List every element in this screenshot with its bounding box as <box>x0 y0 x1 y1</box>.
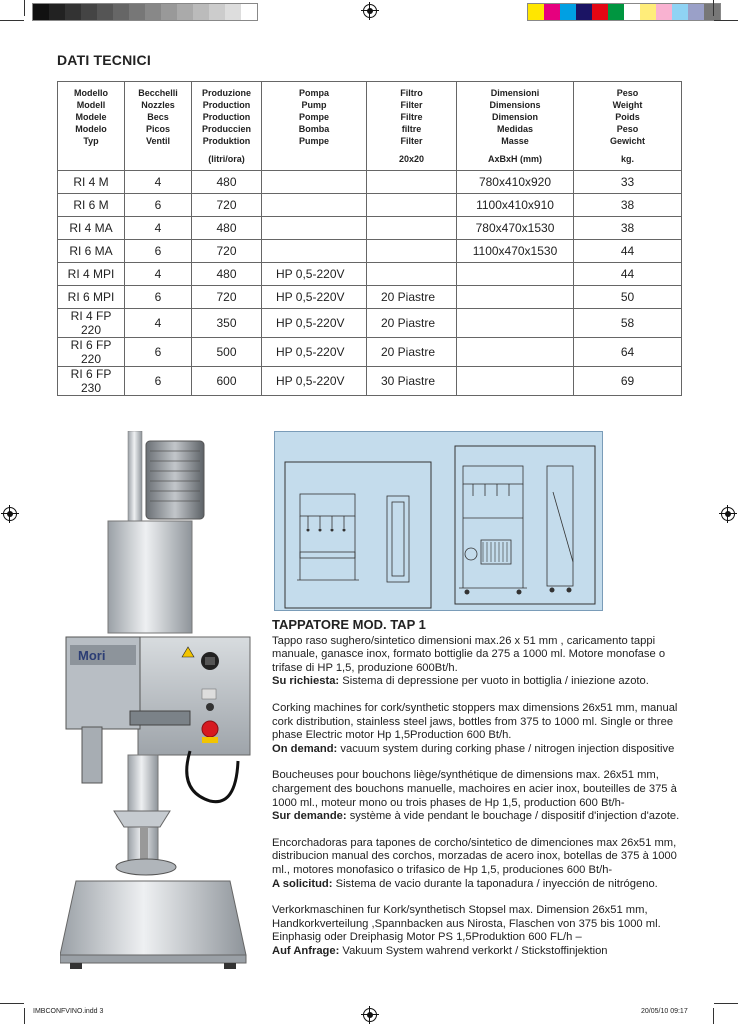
table-cell: 720 <box>192 240 262 263</box>
gray-swatch <box>129 4 145 20</box>
table-cell: 4 <box>125 309 192 338</box>
column-header <box>574 82 682 171</box>
color-swatch <box>688 4 704 20</box>
crop-mark <box>713 1008 714 1024</box>
crop-mark <box>714 1003 738 1004</box>
column-header-line: Becchelli <box>138 88 178 98</box>
column-header-line: Pumpe <box>298 136 329 146</box>
table-cell: 480 <box>192 171 262 194</box>
gray-swatch <box>49 4 65 20</box>
table-cell: 4 <box>125 217 192 240</box>
crop-mark <box>0 20 24 21</box>
color-swatch <box>640 4 656 20</box>
gray-swatch <box>241 4 257 20</box>
table-cell <box>367 194 457 217</box>
table-cell <box>367 263 457 286</box>
table-cell: 600 <box>192 367 262 396</box>
corking-machine-photo <box>60 431 265 971</box>
table-header-row <box>58 82 682 171</box>
on-demand-text: Sistema de vacio durante la taponadura / inyección de nitrógeno. <box>332 877 658 890</box>
registration-mark-icon <box>363 4 377 18</box>
column-header-line: Picos <box>145 124 170 134</box>
column-header-line: Filtre <box>400 112 423 122</box>
registration-mark-icon <box>721 507 735 521</box>
on-demand-label: Auf Anfrage: <box>272 944 340 957</box>
paragraph-body: Boucheuses pour bouchons liège/synthétique de dimensions max. 26x51 mm, chargement des bouchons manuelle, machoires en acier inox, bouteilles de 375 à 1000 ml., moteur mono ou trois phases de Hp 1,5, production 600 Bt/h- <box>272 769 677 809</box>
column-header-line: Poids <box>615 112 640 122</box>
table-cell <box>262 240 367 263</box>
paragraph-body: Corking machines for cork/synthetic stoppers max dimensions 26x51 mm, manual cork distribution, stainless steel jaws, bottles from 375 to 1000 ml. Single or three phase Electric motor Hp 1,5Production 600 Bt/h. <box>272 701 678 742</box>
description-paragraph <box>272 769 692 823</box>
table-cell <box>457 309 574 338</box>
table-cell: RI 4 M <box>58 171 125 194</box>
on-demand-text: Vakuum System wahrend verkorkt / Stickstoffinjektion <box>339 944 608 957</box>
registration-mark-icon <box>363 1008 377 1022</box>
table-cell: 69 <box>574 367 682 396</box>
column-header-line: Produzione <box>202 88 251 98</box>
column-header-line: Filter <box>400 100 423 110</box>
table-row <box>58 240 682 263</box>
column-unit: (litri/ora) <box>208 154 245 164</box>
table-row <box>58 171 682 194</box>
column-header-line: Dimensioni <box>490 88 540 98</box>
table-cell <box>262 217 367 240</box>
table-cell: 58 <box>574 309 682 338</box>
table-cell: 6 <box>125 286 192 309</box>
machine-brand-label: Mori <box>78 648 106 663</box>
column-unit: 20x20 <box>398 154 425 164</box>
table-cell: 1100x410x910 <box>457 194 574 217</box>
color-swatch <box>560 4 576 20</box>
crop-mark <box>714 20 738 21</box>
table-cell: RI 4 MA <box>58 217 125 240</box>
column-header-line: Modell <box>76 100 106 110</box>
column-unit: kg. <box>620 154 634 164</box>
table-cell: 720 <box>192 286 262 309</box>
column-header-line: filtre <box>401 124 422 134</box>
table-cell: 350 <box>192 309 262 338</box>
table-cell <box>367 217 457 240</box>
column-header-line: Produccien <box>201 124 251 134</box>
table-cell <box>457 338 574 367</box>
color-calibration-bar <box>527 3 721 21</box>
column-header-line: Dimension <box>491 112 538 122</box>
gray-swatch <box>81 4 97 20</box>
table-cell: 720 <box>192 194 262 217</box>
table-cell: 480 <box>192 263 262 286</box>
column-header-line: Typ <box>83 136 99 146</box>
table-cell: RI 6 MPI <box>58 286 125 309</box>
color-swatch <box>656 4 672 20</box>
gray-swatch <box>161 4 177 20</box>
table-cell: 20 Piastre <box>367 309 457 338</box>
column-header-line: Peso <box>616 124 639 134</box>
table-cell: 50 <box>574 286 682 309</box>
column-header-line: Production <box>202 100 251 110</box>
column-header-line: Gewicht <box>609 136 645 146</box>
table-cell: RI 6 M <box>58 194 125 217</box>
table-cell <box>457 263 574 286</box>
column-header <box>367 82 457 171</box>
table-cell <box>367 171 457 194</box>
table-row <box>58 338 682 367</box>
crop-mark <box>24 1008 25 1024</box>
paragraph-body: Verkorkmaschinen fur Kork/synthetisch Stopsel max. Dimension 26x51 mm, Handkorkverteilung ,Spannbacken aus Nirosta, Flaschen von 375 bis 1000 ml. Einphasig oder Dreiphasig Motor PS 1,5Produktion 600 FL/h – <box>272 904 661 944</box>
column-unit: AxBxH (mm) <box>487 154 542 164</box>
footer-timestamp: 20/05/10 09:17 <box>641 1008 688 1015</box>
table-cell: 64 <box>574 338 682 367</box>
table-row <box>58 367 682 396</box>
column-header <box>125 82 192 171</box>
product-title: TAPPATORE MOD. TAP 1 <box>272 617 426 632</box>
column-header-line: Peso <box>616 88 639 98</box>
column-header-line: Bomba <box>298 124 330 134</box>
column-header <box>192 82 262 171</box>
table-row <box>58 263 682 286</box>
table-cell: HP 0,5-220V <box>262 263 367 286</box>
table-row <box>58 194 682 217</box>
table-cell <box>262 171 367 194</box>
column-header-line: Modello <box>74 88 108 98</box>
table-row <box>58 286 682 309</box>
table-cell <box>262 194 367 217</box>
gray-swatch <box>177 4 193 20</box>
table-cell: 1100x470x1530 <box>457 240 574 263</box>
paragraph-body: Encorchadoras para tapones de corcho/sintetico de dimenciones max 26x51 mm, distribucion manual des corchos, morzadas de acero inox, botellas de 375 à 1000 ml., motores monofasico o trifasico de Hp 1,5, produciones 600 Bt/h- <box>272 836 677 876</box>
gray-swatch <box>113 4 129 20</box>
footer-filename: IMBCONFVINO.indd 3 <box>33 1008 104 1015</box>
column-header-line: Masse <box>501 136 529 146</box>
on-demand-label: Su richiesta: <box>272 675 340 688</box>
table-cell: 6 <box>125 367 192 396</box>
color-swatch <box>608 4 624 20</box>
machine-schematic-drawing <box>275 432 602 610</box>
column-header-line: Filtro <box>400 88 423 98</box>
table-cell: 6 <box>125 338 192 367</box>
column-header <box>58 82 125 171</box>
table-row <box>58 309 682 338</box>
table-cell: 480 <box>192 217 262 240</box>
paragraph-body: Tappo raso sughero/sintetico dimensioni max.26 x 51 mm , caricamento tappi manuale, ganasce inox, formato bottiglie da 275 a 1000 ml. Motore monofase o trifase di HP 1,5, produzione 600Bt/h. <box>272 634 666 674</box>
table-cell <box>457 367 574 396</box>
crop-mark <box>24 0 25 16</box>
column-header-line: Ventil <box>145 136 170 146</box>
gray-swatch <box>225 4 241 20</box>
column-header-line: Filter <box>400 136 423 146</box>
column-header-line: Pompa <box>298 88 329 98</box>
table-cell: 20 Piastre <box>367 286 457 309</box>
technical-drawing-panel <box>274 431 603 611</box>
column-header-line: Pompe <box>298 112 329 122</box>
registration-mark-icon <box>3 507 17 521</box>
table-cell: RI 6 FP 220 <box>58 338 125 367</box>
color-swatch <box>576 4 592 20</box>
description-paragraph <box>272 702 692 756</box>
table-cell: RI 4 FP 220 <box>58 309 125 338</box>
table-cell: 780x410x920 <box>457 171 574 194</box>
on-demand-label: A solicitud: <box>272 877 333 890</box>
on-demand-text: vacuum system during corking phase / nitrogen injection dispositive <box>337 742 675 755</box>
table-cell: 33 <box>574 171 682 194</box>
column-header-line: Modelo <box>75 124 107 134</box>
column-header-line: Produktion <box>202 136 251 146</box>
table-cell: 6 <box>125 240 192 263</box>
table-cell: 38 <box>574 217 682 240</box>
color-swatch <box>624 4 640 20</box>
description-paragraph <box>272 904 692 958</box>
table-cell: HP 0,5-220V <box>262 309 367 338</box>
table-cell: RI 6 FP 230 <box>58 367 125 396</box>
table-cell: 38 <box>574 194 682 217</box>
color-swatch <box>528 4 544 20</box>
column-header-line: Medidas <box>496 124 533 134</box>
table-cell: 20 Piastre <box>367 338 457 367</box>
table-cell: 500 <box>192 338 262 367</box>
section-title: DATI TECNICI <box>57 52 151 68</box>
table-cell: 4 <box>125 171 192 194</box>
column-header-line: Dimensions <box>489 100 541 110</box>
table-cell: HP 0,5-220V <box>262 338 367 367</box>
column-header-line: Nozzles <box>141 100 175 110</box>
table-cell: 4 <box>125 263 192 286</box>
description-paragraph <box>272 837 692 891</box>
description-paragraph <box>272 635 692 689</box>
gray-swatch <box>209 4 225 20</box>
table-cell: 44 <box>574 240 682 263</box>
product-description <box>272 618 692 971</box>
grayscale-calibration-bar <box>32 3 258 21</box>
column-header-line: Modele <box>75 112 107 122</box>
table-cell: 44 <box>574 263 682 286</box>
on-demand-label: On demand: <box>272 742 338 755</box>
column-header-line: Pump <box>301 100 327 110</box>
table-cell: 780x470x1530 <box>457 217 574 240</box>
table-cell: 30 Piastre <box>367 367 457 396</box>
table-cell: RI 4 MPI <box>58 263 125 286</box>
crop-mark <box>713 0 714 16</box>
gray-swatch <box>193 4 209 20</box>
color-swatch <box>704 4 720 20</box>
on-demand-text: système à vide pendant le bouchage / dispositif d'injection d'azote. <box>346 810 680 823</box>
table-cell: HP 0,5-220V <box>262 367 367 396</box>
table-body <box>58 171 682 396</box>
gray-swatch <box>65 4 81 20</box>
on-demand-text: Sistema di depressione per vuoto in bottiglia / iniezione azoto. <box>339 675 649 688</box>
column-header <box>457 82 574 171</box>
table-row <box>58 217 682 240</box>
technical-data-table <box>57 81 682 396</box>
table-cell: HP 0,5-220V <box>262 286 367 309</box>
table-cell <box>457 286 574 309</box>
table-cell: RI 6 MA <box>58 240 125 263</box>
color-swatch <box>672 4 688 20</box>
color-swatch <box>592 4 608 20</box>
column-header-line: Becs <box>147 112 169 122</box>
table-cell <box>367 240 457 263</box>
column-header-line: Weight <box>612 100 643 110</box>
gray-swatch <box>145 4 161 20</box>
gray-swatch <box>97 4 113 20</box>
column-header-line: Production <box>202 112 251 122</box>
table-cell: 6 <box>125 194 192 217</box>
color-swatch <box>544 4 560 20</box>
column-header <box>262 82 367 171</box>
on-demand-label: Sur demande: <box>272 810 347 823</box>
crop-mark <box>0 1003 24 1004</box>
gray-swatch <box>33 4 49 20</box>
